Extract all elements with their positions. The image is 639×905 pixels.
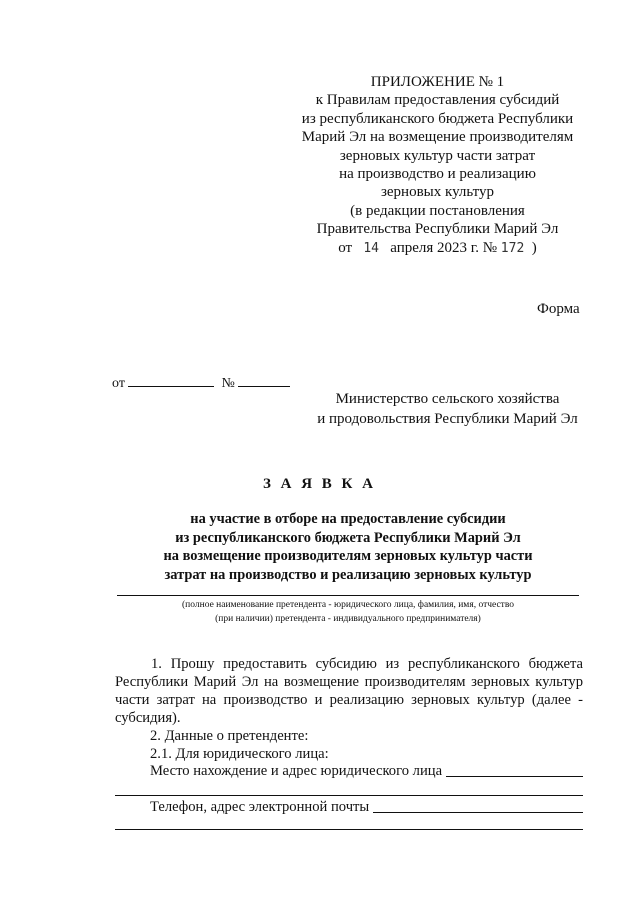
appendix-line: Марий Эл на возмещение производителям bbox=[301, 129, 574, 146]
date-prefix: от bbox=[338, 239, 353, 256]
reference-line bbox=[112, 373, 290, 392]
paragraph-line: части затрат на производство и реализацию зерновых культур (далее - bbox=[115, 692, 583, 708]
section-2-heading: 2. Данные о претенденте: bbox=[150, 728, 309, 744]
hint-line: (полное наименование претендента - юридического лица, фамилия, имя, отчество bbox=[182, 600, 514, 610]
reference-from-label: от bbox=[112, 376, 125, 391]
address-field-line[interactable] bbox=[446, 776, 583, 777]
appendix-line: на производство и реализацию bbox=[339, 166, 536, 183]
appendix-line: (в редакции постановления bbox=[350, 202, 525, 219]
applicant-name-hint bbox=[117, 598, 579, 626]
date-day: 14 bbox=[363, 240, 379, 256]
appendix-date-line bbox=[290, 239, 585, 258]
section-2-1-heading: 2.1. Для юридического лица: bbox=[150, 746, 329, 762]
contacts-field-line[interactable] bbox=[373, 812, 583, 813]
date-month-year: апреля 2023 г. № bbox=[390, 239, 498, 256]
reference-date-blank[interactable] bbox=[128, 373, 214, 387]
contacts-field-label: Телефон, адрес электронной почты bbox=[150, 799, 370, 815]
resolution-number: 172 bbox=[500, 240, 525, 256]
appendix-line: из республиканского бюджета Республики bbox=[301, 110, 574, 127]
recipient-line: Министерство сельского хозяйства bbox=[335, 391, 560, 407]
appendix-line: Правительства Республики Марий Эл bbox=[316, 221, 559, 238]
subtitle-line: затрат на производство и реализацию зерновых культур bbox=[164, 566, 532, 583]
recipient-line: и продовольствия Республики Марий Эл bbox=[317, 411, 578, 427]
recipient-block bbox=[310, 389, 585, 429]
reference-number-blank[interactable] bbox=[238, 373, 290, 387]
form-label: Форма bbox=[537, 301, 580, 317]
closing-bracket: ) bbox=[531, 239, 537, 256]
paragraph-line: субсидия). bbox=[115, 710, 181, 726]
address-field-row bbox=[150, 763, 583, 780]
subtitle-line: на участие в отборе на предоставление субсидии bbox=[190, 511, 506, 527]
subtitle-line: на возмещение производителям зерновых культур части bbox=[163, 548, 533, 564]
appendix-line: зерновых культур bbox=[380, 184, 495, 201]
document-heading: З А Я В К А bbox=[262, 476, 377, 492]
hint-line: (при наличии) претендента - индивидуального предпринимателя) bbox=[215, 614, 481, 624]
address-field-label: Место нахождение и адрес юридического лица bbox=[150, 763, 443, 779]
paragraph-line: Республики Марий Эл на возмещение производителям зерновых культур bbox=[115, 674, 583, 690]
document-subtitle bbox=[110, 510, 586, 584]
appendix-title: ПРИЛОЖЕНИЕ № 1 bbox=[370, 74, 505, 90]
applicant-name-line[interactable] bbox=[117, 595, 579, 596]
contacts-continuation-line[interactable] bbox=[115, 829, 583, 830]
request-paragraph bbox=[115, 655, 583, 727]
paragraph-line: 1. Прошу предоставить субсидию из республиканского бюджета bbox=[151, 656, 583, 672]
reference-number-label: № bbox=[221, 376, 235, 391]
contacts-field-row bbox=[150, 799, 583, 816]
subtitle-line: из республиканского бюджета Республики Марий Эл bbox=[175, 529, 521, 546]
appendix-line: зерновых культур части затрат bbox=[339, 147, 536, 164]
appendix-line: к Правилам предоставления субсидий bbox=[315, 92, 560, 109]
address-continuation-line[interactable] bbox=[115, 795, 583, 796]
appendix-header bbox=[290, 73, 585, 258]
